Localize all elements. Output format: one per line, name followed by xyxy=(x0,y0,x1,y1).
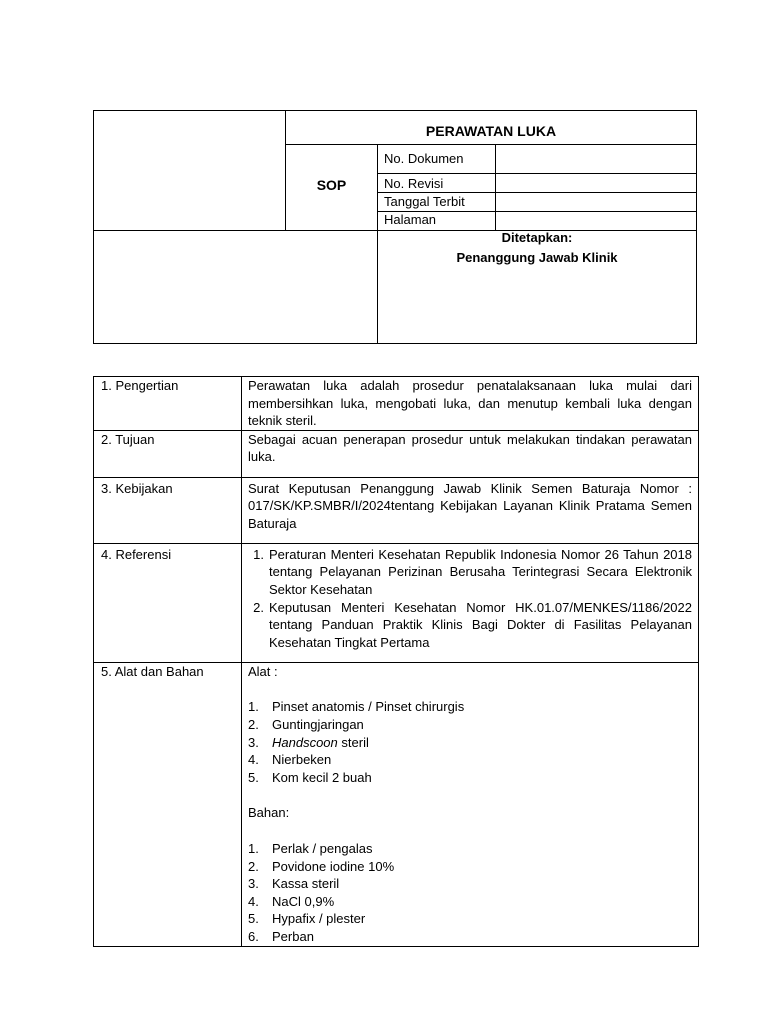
row-label-alat-bahan: 5. Alat dan Bahan xyxy=(94,662,242,946)
row-label-kebijakan: 3. Kebijakan xyxy=(94,477,242,543)
field-value-cell xyxy=(495,211,697,231)
list-text: Pinset anatomis / Pinset chirurgis xyxy=(272,699,465,715)
field-value-cell xyxy=(495,144,697,174)
row-content-referensi xyxy=(242,543,699,662)
row-text-tujuan: Sebagai acuan penerapan prosedur untuk melakukan tindakan perawatan luka. xyxy=(242,430,699,477)
list-item xyxy=(248,751,692,769)
list-text: Kassa steril xyxy=(272,876,340,892)
list-number: 3. xyxy=(248,734,259,750)
bahan-list xyxy=(248,840,692,946)
list-number: 4. xyxy=(248,752,259,768)
row-label-pengertian: 1. Pengertian xyxy=(94,377,242,431)
list-text: Keputusan Menteri Kesehatan Nomor HK.01.07/MENKES/1186/2022 tentang Panduan Praktik Klinis Bagi Dokter di Fasilitas Pelayanan Kesehatan Tingkat Pertama xyxy=(269,599,692,650)
row-text-kebijakan: Surat Keputusan Penanggung Jawab Klinik Semen Baturaja Nomor : 017/SK/KP.SMBR/I/2024tentang Kebijakan Layanan Klinik Pratama Semen Baturaja xyxy=(242,477,699,543)
row-content-alat-bahan xyxy=(242,662,699,946)
list-number: 1. xyxy=(248,699,259,715)
blank-cell xyxy=(93,230,378,344)
list-number: 4. xyxy=(248,893,259,909)
field-label-no-dokumen: No. Dokumen xyxy=(384,151,464,166)
list-item xyxy=(248,599,692,652)
list-number: 5. xyxy=(248,911,259,927)
sop-content-table xyxy=(93,376,699,947)
list-text: Povidone iodine 10% xyxy=(272,858,395,874)
list-item xyxy=(248,716,692,734)
list-text xyxy=(272,734,692,752)
field-label-no-revisi: No. Revisi xyxy=(384,176,444,191)
list-text: Nierbeken xyxy=(272,752,332,768)
list-text-rest: steril xyxy=(337,734,369,750)
list-item xyxy=(248,928,692,946)
alat-list xyxy=(248,698,692,786)
list-number: 5. xyxy=(248,769,259,785)
field-label-halaman: Halaman xyxy=(384,212,437,227)
alat-heading: Alat : xyxy=(248,663,278,679)
list-number: 6. xyxy=(248,928,259,944)
table-row xyxy=(94,662,699,946)
list-text: NaCl 0,9% xyxy=(272,893,335,909)
table-row xyxy=(94,543,699,662)
list-text: Guntingjaringan xyxy=(272,716,364,732)
list-item xyxy=(248,858,692,876)
approval-role: Penanggung Jawab Klinik xyxy=(456,250,618,265)
list-number: 1. xyxy=(248,840,259,856)
list-number: 2. xyxy=(253,599,264,615)
list-number: 2. xyxy=(248,716,259,732)
document-title: PERAWATAN LUKA xyxy=(425,123,557,139)
row-label-referensi: 4. Referensi xyxy=(94,543,242,662)
sop-label: SOP xyxy=(316,177,347,193)
list-text: Hypafix / plester xyxy=(272,911,366,927)
list-item xyxy=(248,840,692,858)
list-number: 1. xyxy=(253,546,264,562)
list-item xyxy=(248,910,692,928)
list-item xyxy=(248,734,692,752)
sop-header xyxy=(93,110,697,344)
approval-label: Ditetapkan: xyxy=(501,230,573,245)
bahan-heading: Bahan: xyxy=(248,805,290,821)
list-number: 2. xyxy=(248,858,259,874)
table-row xyxy=(94,377,699,431)
table-row xyxy=(94,430,699,477)
row-text-pengertian: Perawatan luka adalah prosedur penatalaksanaan luka mulai dari membersihkan luka, mengobati luka, dan menutup kembali luka dengan teknik steril. xyxy=(242,377,699,431)
table-row xyxy=(94,477,699,543)
field-value-cell xyxy=(495,192,697,212)
list-text: Kom kecil 2 buah xyxy=(272,769,372,785)
list-number: 3. xyxy=(248,876,259,892)
field-value-cell xyxy=(495,173,697,193)
list-text: Perban xyxy=(272,928,314,944)
row-label-tujuan: 2. Tujuan xyxy=(94,430,242,477)
field-label-tanggal-terbit: Tanggal Terbit xyxy=(384,194,465,209)
list-text: Perlak / pengalas xyxy=(272,840,373,856)
list-item xyxy=(248,698,692,716)
logo-cell xyxy=(93,110,286,231)
list-item xyxy=(248,769,692,787)
approval-cell xyxy=(377,230,697,344)
list-item xyxy=(248,875,692,893)
list-item xyxy=(248,546,692,599)
list-text-italic: Handscoon xyxy=(272,734,338,750)
list-item xyxy=(248,893,692,911)
list-text: Peraturan Menteri Kesehatan Republik Indonesia Nomor 26 Tahun 2018 tentang Pelayanan Perizinan Berusaha Terintegrasi Secara Elektronik Sektor Kesehatan xyxy=(269,546,692,597)
